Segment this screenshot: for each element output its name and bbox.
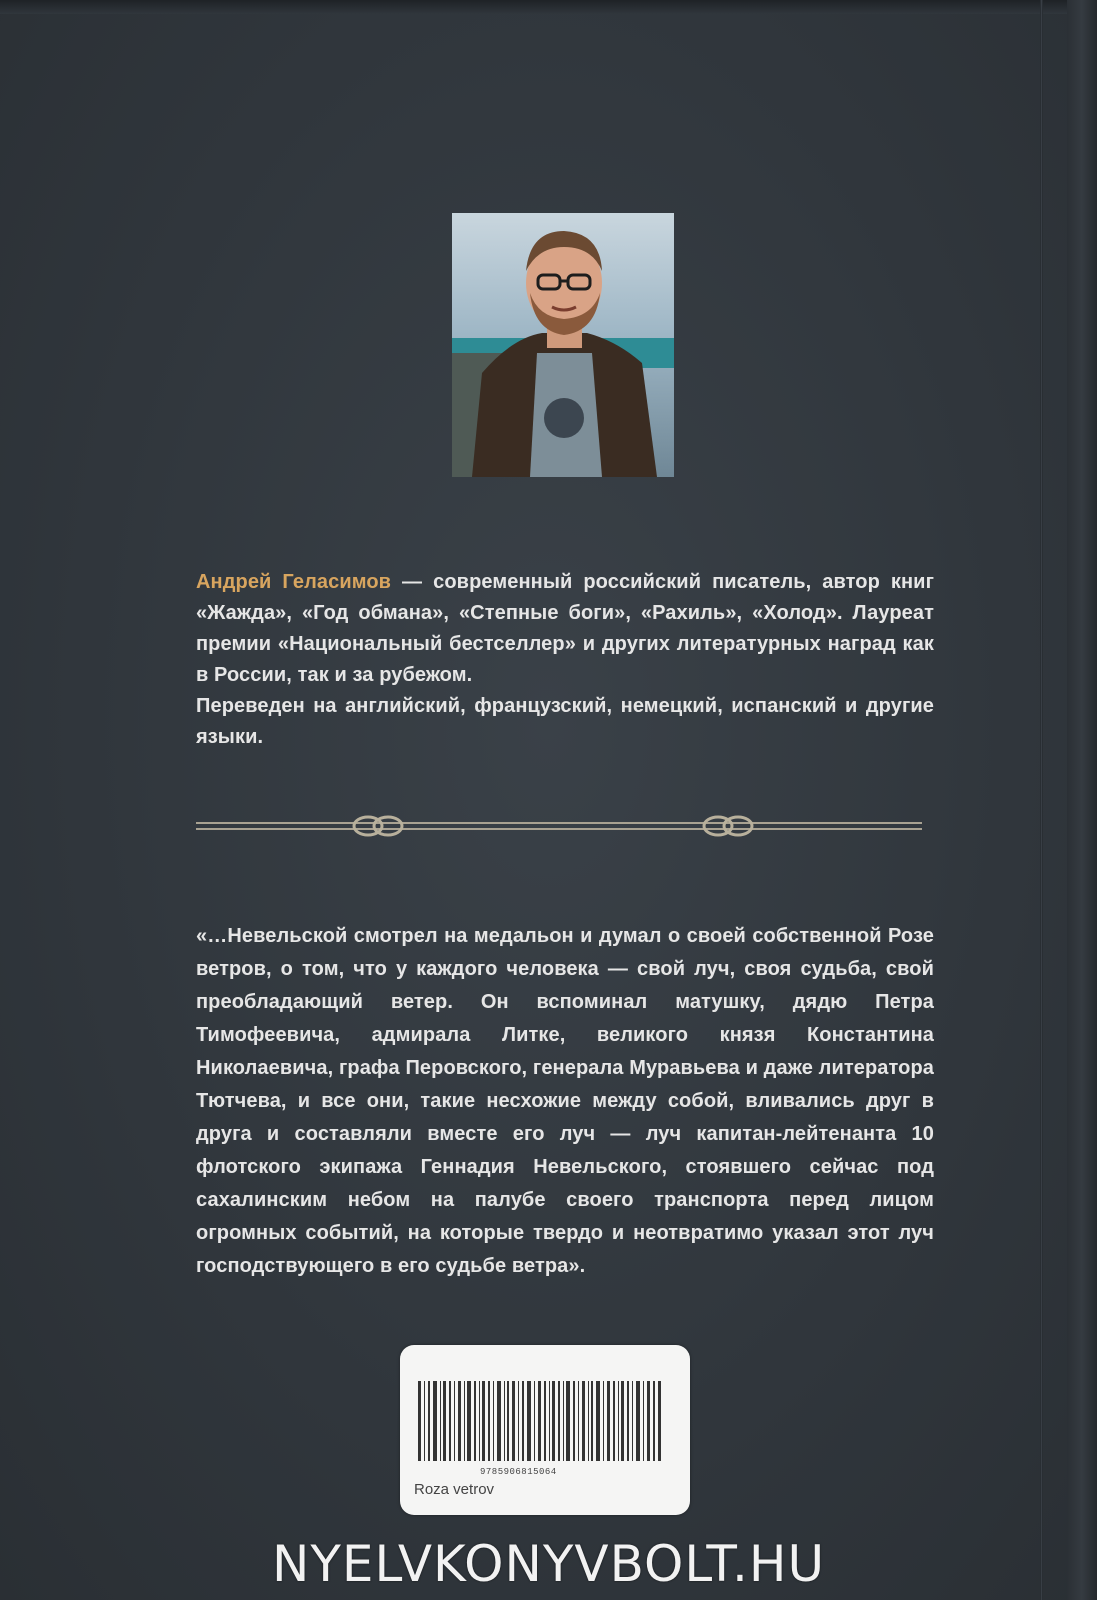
author-bio <box>196 567 934 753</box>
bio-intro <box>196 567 934 691</box>
knot-ornament-right <box>704 817 752 835</box>
barcode-number: 9785906815064 <box>480 1467 557 1477</box>
author-portrait-image <box>452 213 674 477</box>
author-photo <box>452 213 674 477</box>
decorative-divider <box>196 806 922 846</box>
spine-groove <box>1040 0 1043 1600</box>
sticker-book-title: Roza vetrov <box>414 1481 495 1498</box>
cover-top-edge <box>0 0 1097 14</box>
knot-ornament-left <box>354 817 402 835</box>
author-name: Андрей Геласимов <box>196 571 392 593</box>
quote-text: «…Невельской смотрел на медальон и думал о своей собственной Розе ветров, о том, что у каждого человека — свой луч, своя судьба, свой преобладающий ветер. Он вспоминал матушку, дядю Петра Тимофеевича, адмирала Литке, великого князя Константина Николаевича, графа Перовского, генерала Муравьева и даже литератора Тютчева, и все они, такие несхожие между собой, вливались друг в друга и составляли вместе его луч — луч капитан-лейтенанта 10 флотского экипажа Геннадия Невельского, стоявшего сейчас под сахалинским небом на палубе своего транспорта перед лицом огромных событий, на которые твердо и неотвратимо указал этот луч господствующего в его судьбе ветра». <box>196 925 934 1277</box>
barcode-graphic <box>418 1381 662 1461</box>
store-watermark: NYELVKONYVBOLT.HU <box>271 1535 826 1593</box>
book-excerpt-quote <box>196 920 934 1283</box>
bio-intro-text: — современный российский писатель, автор книг «Жажда», «Год обмана», «Степные боги», «Рахиль», «Холод». Лауреат премии «Национальный бестселлер» и других литературных наград как в России, так и за рубежом. <box>196 571 934 686</box>
bio-translations: Переведен на английский, французский, немецкий, испанский и другие языки. <box>196 695 934 748</box>
book-spine-edge <box>1067 0 1097 1600</box>
barcode-sticker <box>400 1345 690 1515</box>
